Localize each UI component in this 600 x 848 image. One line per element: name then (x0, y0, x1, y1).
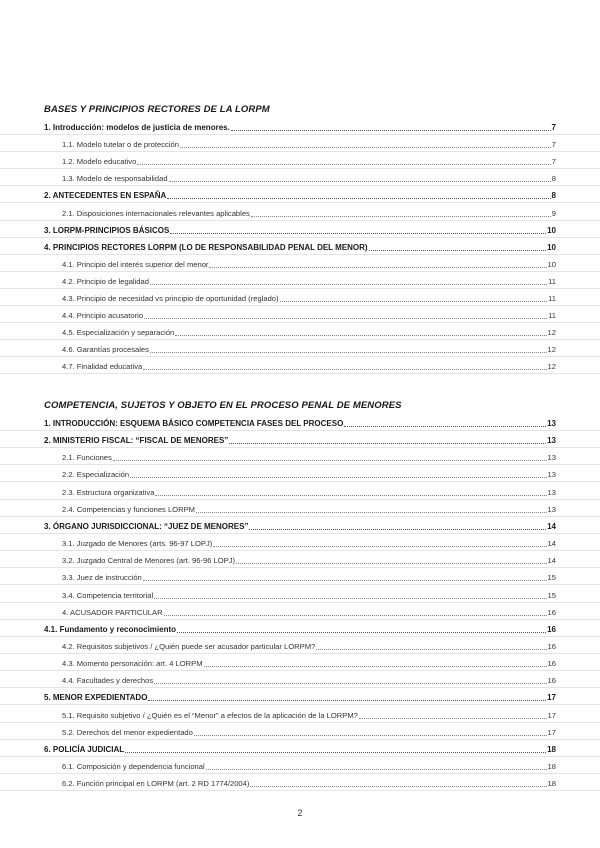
toc-entry-page: 7 (551, 157, 556, 167)
toc-entry-title: 5. MENOR EXPEDIENTADO (44, 693, 148, 703)
toc-entry[interactable] (0, 604, 600, 620)
toc-entry-title: 2.2. Especialización (62, 470, 130, 480)
toc-entry-title: 5.1. Requisito subjetivo / ¿Quién es el “Menor” a efectos de la aplicación de la LORPM? (62, 710, 358, 720)
toc-entry-title: 3.1. Juzgado de Menores (arts. 96-97 LOPJ) (62, 539, 213, 549)
toc-entry-page: 16 (547, 624, 556, 634)
toc-entry[interactable] (0, 415, 600, 431)
toc-entry[interactable] (0, 222, 600, 238)
toc-leader-dots (180, 146, 551, 148)
toc-leader-dots (229, 442, 546, 444)
toc-entry-page: 13 (547, 470, 556, 480)
toc-entry[interactable] (0, 672, 600, 688)
toc-entry-page: 10 (547, 242, 556, 252)
toc-entry[interactable] (0, 724, 600, 740)
toc-entry-title: 4.2. Requisitos subjetivos / ¿Quién puede ser acusador particular LORPM? (62, 641, 316, 651)
section-title: COMPETENCIA, SUJETOS Y OBJETO EN EL PROCESO PENAL DE MENORES (44, 400, 402, 411)
toc-entry-title: 6.2. Función principal en LORPM (art. 2 RD 1774/2004) (62, 779, 250, 789)
toc-entry-title: 2.4. Competencias y funciones LORPM (62, 504, 195, 514)
toc-entry-title: 4.4. Principio acusatorio (62, 311, 144, 321)
toc-entry-page: 7 (551, 123, 556, 132)
page-number: 2 (297, 808, 303, 818)
toc-entry-title: 4.1. Fundamento y reconocimiento (44, 624, 177, 634)
toc-entry-page: 16 (547, 641, 556, 651)
toc-leader-dots (194, 734, 547, 736)
toc-leader-dots (177, 631, 546, 633)
toc-entry-page: 13 (547, 436, 556, 446)
toc-entry-page: 17 (547, 710, 556, 720)
toc-leader-dots (143, 579, 547, 581)
toc-entry-page: 18 (547, 762, 556, 771)
toc-entry[interactable] (0, 239, 600, 255)
toc-entry-title: 2.1. Disposiciones internacionales relevantes aplicables (62, 208, 250, 218)
toc-entry[interactable] (0, 256, 600, 272)
toc-entry-title: 3.3. Juez de instrucción (62, 573, 142, 583)
toc-leader-dots (316, 648, 546, 650)
toc-entry[interactable] (0, 484, 600, 500)
toc-leader-dots (137, 163, 550, 165)
toc-entry[interactable] (0, 290, 600, 306)
toc-leader-dots (150, 283, 547, 285)
toc-entry-page: 15 (547, 590, 556, 600)
toc-entry[interactable] (0, 741, 600, 757)
toc-entry-page: 7 (551, 140, 556, 150)
toc-entry-title: 2.1. Funciones (62, 453, 112, 463)
section-title: BASES Y PRINCIPIOS RECTORES DE LA LORPM (44, 104, 270, 115)
toc-leader-dots (150, 351, 547, 353)
toc-entry-title: 2.3. Estructura organizativa (62, 487, 155, 497)
toc-entry[interactable] (0, 205, 600, 221)
toc-entry[interactable] (0, 187, 600, 203)
toc-entry[interactable] (0, 324, 600, 340)
toc-entry-page: 15 (547, 573, 556, 583)
toc-entry-page: 8 (551, 191, 556, 201)
toc-entry-title: 6.1. Composición y dependencia funcional (62, 762, 205, 771)
toc-entry-page: 14 (547, 539, 556, 549)
toc-leader-dots (175, 334, 546, 336)
toc-entry-page: 17 (547, 693, 556, 703)
toc-leader-dots (251, 215, 551, 217)
toc-entry-page: 16 (547, 607, 556, 617)
toc-leader-dots (236, 562, 546, 564)
toc-leader-dots (231, 129, 551, 131)
toc-entry[interactable] (0, 341, 600, 357)
toc-entry-title: 3. LORPM-PRINCIPIOS BÁSICOS (44, 225, 170, 235)
toc-entry[interactable] (0, 449, 600, 465)
toc-leader-dots (204, 665, 547, 667)
toc-leader-dots (130, 476, 546, 478)
toc-entry[interactable] (0, 621, 600, 637)
toc-leader-dots (125, 751, 546, 753)
toc-leader-dots (196, 511, 547, 513)
toc-entry-title: 6. POLICÍA JUDICIAL (44, 744, 125, 754)
toc-entry-title: 2. ANTECEDENTES EN ESPAÑA (44, 191, 167, 201)
toc-entry-title: 2. MINISTERIO FISCAL: “FISCAL DE MENORES” (44, 436, 229, 446)
toc-leader-dots (169, 180, 551, 182)
toc-leader-dots (170, 232, 546, 234)
toc-entry[interactable] (0, 655, 600, 671)
toc-entry[interactable] (0, 466, 600, 482)
toc-entry[interactable] (0, 689, 600, 705)
toc-entry-title: 4.2. Principio de legalidad (62, 276, 149, 286)
toc-entry[interactable] (0, 707, 600, 723)
toc-entry-title: 4.4. Facultades y derechos (62, 676, 154, 686)
toc-entry-page: 13 (547, 419, 556, 428)
toc-entry-page: 12 (547, 362, 556, 372)
toc-entry[interactable] (0, 307, 600, 323)
toc-entry-page: 13 (547, 453, 556, 463)
toc-entry-title: 4.6. Garantías procesales (62, 345, 149, 355)
toc-entry[interactable] (0, 432, 600, 448)
toc-entry[interactable] (0, 552, 600, 568)
toc-entry-title: 1.1. Modelo tutelar o de protección (62, 140, 179, 150)
toc-leader-dots (369, 249, 547, 251)
toc-leader-dots (113, 459, 547, 461)
toc-leader-dots (213, 545, 546, 547)
toc-entry-title: 3.4. Competencia territorial (62, 590, 154, 600)
toc-leader-dots (209, 266, 546, 268)
toc-entry-page: 14 (547, 556, 556, 566)
toc-leader-dots (144, 317, 547, 319)
toc-entry[interactable] (0, 136, 600, 152)
toc-leader-dots (344, 425, 546, 427)
toc-entry[interactable] (0, 358, 600, 374)
toc-entry[interactable] (0, 273, 600, 289)
toc-entry[interactable] (0, 153, 600, 169)
toc-leader-dots (164, 614, 547, 616)
toc-entry-title: 4.7. Finalidad educativa (62, 362, 143, 372)
toc-entry-title: 1.3. Modelo de responsabilidad (62, 174, 168, 184)
toc-entry-page: 11 (548, 311, 556, 321)
toc-entry-page: 12 (547, 328, 556, 338)
toc-leader-dots (148, 699, 546, 701)
toc-leader-dots (167, 197, 550, 199)
toc-leader-dots (206, 768, 547, 770)
toc-entry-page: 13 (547, 487, 556, 497)
toc-entry[interactable] (0, 518, 600, 534)
toc-entry-title: 1.2. Modelo educativo (62, 157, 137, 167)
toc-entry-title: 4.5. Especialización y separación (62, 328, 175, 338)
toc-entry[interactable] (0, 170, 600, 186)
toc-entry-page: 14 (547, 521, 556, 531)
toc-entry[interactable] (0, 535, 600, 551)
toc-entry[interactable] (0, 775, 600, 791)
toc-leader-dots (249, 528, 546, 530)
toc-entry-title: 4.3. Principio de necesidad vs principio de oportunidad (reglado) (62, 294, 279, 303)
toc-entry-page: 12 (547, 345, 556, 355)
toc-entry[interactable] (0, 569, 600, 585)
toc-entry[interactable] (0, 587, 600, 603)
toc-leader-dots (154, 597, 546, 599)
toc-leader-dots (250, 785, 546, 787)
toc-leader-dots (280, 300, 548, 302)
toc-entry-title: 5.2. Derechos del menor expedientado (62, 727, 193, 737)
toc-entry[interactable] (0, 638, 600, 654)
toc-entry-title: 3.2. Juzgado Central de Menores (art. 96-96 LOPJ) (62, 556, 236, 566)
toc-entry-title: 3. ÓRGANO JURISDICCIONAL: “JUEZ DE MENORES” (44, 521, 249, 531)
toc-entry-page: 16 (547, 659, 556, 669)
toc-entry[interactable] (0, 758, 600, 774)
toc-leader-dots (143, 368, 546, 370)
toc-entry-page: 18 (547, 779, 556, 789)
toc-entry-title: 4. PRINCIPIOS RECTORES LORPM (LO DE RESPONSABILIDAD PENAL DEL MENOR) (44, 242, 368, 252)
toc-entry-page: 9 (551, 208, 556, 218)
toc-entry-page: 17 (547, 727, 556, 737)
toc-entry-page: 16 (547, 676, 556, 686)
toc-entry-page: 11 (548, 276, 556, 286)
toc-entry-title: 4.1. Principio del interés superior del menor (62, 259, 209, 269)
toc-leader-dots (154, 682, 546, 684)
toc-entry-page: 11 (548, 294, 556, 303)
toc-entry-page: 8 (551, 174, 556, 184)
toc-entry-page: 18 (547, 744, 556, 754)
toc-entry-page: 10 (547, 225, 556, 235)
toc-entry[interactable] (0, 501, 600, 517)
toc-entry-title: 4. ACUSADOR PARTICULAR (62, 607, 163, 617)
toc-entry[interactable] (0, 119, 600, 135)
toc-leader-dots (155, 494, 546, 496)
toc-entry-page: 13 (547, 504, 556, 514)
toc-entry-title: 1. Introducción: modelos de justicia de menores. (44, 123, 230, 132)
toc-entry-page: 10 (547, 259, 556, 269)
toc-entry-title: 1. INTRODUCCIÓN: ESQUEMA BÁSICO COMPETENCIA FASES DEL PROCESO (44, 419, 344, 428)
toc-entry-title: 4.3. Momento personación: art. 4 LORPM (62, 659, 203, 669)
toc-leader-dots (359, 717, 547, 719)
